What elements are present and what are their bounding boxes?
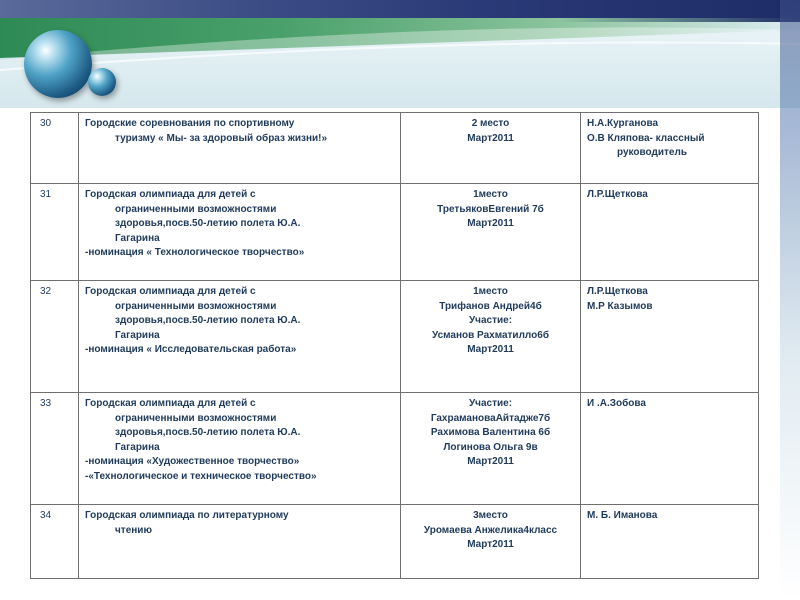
result-line: Рахимова Валентина 6б [430, 427, 551, 438]
nomination-line: -номинация «Художественное творчество» [85, 456, 300, 467]
large-sphere-logo [24, 30, 92, 98]
result-line: Усманов Рахматилло6б [431, 329, 549, 341]
nomination-line: -номинация « Исследовательская работа» [85, 344, 297, 355]
result-line: 1место [473, 286, 508, 297]
leader-name: Л.Р.Щеткова [587, 286, 648, 297]
event-cell [79, 393, 401, 505]
leader-name: М. Б. Иманова [587, 510, 658, 521]
table-row [31, 184, 759, 281]
slide-header-decoration [0, 0, 800, 108]
result-line: Март2011 [467, 218, 514, 229]
table-row [31, 281, 759, 393]
leader-cell [581, 113, 759, 184]
event-cell [79, 113, 401, 184]
small-sphere-logo [88, 68, 116, 96]
event-title-line: ограниченными возможностями [115, 203, 277, 215]
event-title-line: Городская олимпиада для детей с [85, 398, 256, 409]
event-title-line: Гагарина [115, 329, 160, 341]
leader-name: О.В Кляпова- классный [587, 132, 705, 144]
row-number-cell: 32 [31, 281, 79, 393]
result-line: Трифанов Андрей4б [439, 300, 542, 312]
result-line: Уромаева Анжелика4класс [423, 524, 558, 536]
header-curve [0, 0, 800, 108]
right-edge-decoration [780, 0, 800, 600]
leader-name: Л.Р.Щеткова [587, 189, 648, 200]
result-line: Март2011 [467, 132, 514, 144]
event-title-line: здоровья,посв.50-летию полета Ю.А. [115, 427, 301, 438]
nomination-line: -номинация « Технологическое творчество» [85, 247, 305, 258]
event-title-line: Городская олимпиада для детей с [85, 189, 256, 200]
result-cell [401, 113, 581, 184]
event-title-line: ограниченными возможностями [115, 300, 277, 312]
result-line: Март2011 [467, 539, 514, 550]
event-title-line: здоровья,посв.50-летию полета Ю.А. [115, 218, 301, 229]
result-line: Март2011 [467, 456, 514, 467]
leader-cell [581, 505, 759, 579]
result-line: 2 место [471, 118, 510, 129]
result-line: ТретьяковЕвгений 7б [437, 203, 544, 215]
result-line: Логинова Ольга 9в [443, 441, 538, 453]
leader-cell [581, 393, 759, 505]
event-title-line: Гагарина [115, 441, 160, 453]
result-cell [401, 281, 581, 393]
leader-role: руководитель [617, 147, 687, 158]
result-line: Участие: [468, 398, 513, 409]
leader-name: М.Р Казымов [587, 300, 653, 312]
event-title-line: Городские соревнования по спортивному [85, 118, 295, 129]
result-cell [401, 184, 581, 281]
table-row [31, 113, 759, 184]
result-line: 3место [473, 510, 508, 521]
result-line: Март2011 [467, 344, 514, 355]
event-title-line: Городская олимпиада для детей с [85, 286, 256, 297]
row-number-cell: 30 [31, 113, 79, 184]
result-cell [401, 393, 581, 505]
row-number-cell: 34 [31, 505, 79, 579]
leader-name: И .А.Зобова [587, 398, 646, 409]
event-cell [79, 184, 401, 281]
event-title-line: ограниченными возможностями [115, 412, 277, 424]
event-title-line: туризму « Мы- за здоровый образ жизни!» [115, 132, 328, 144]
result-line: Участие: [468, 315, 513, 326]
row-number-cell: 31 [31, 184, 79, 281]
result-cell [401, 505, 581, 579]
result-line: ГахрамановаАйтадже7б [430, 412, 551, 424]
leader-cell [581, 281, 759, 393]
leader-name: Н.А.Курганова [587, 118, 659, 129]
nomination-line: -«Технологическое и техническое творчество» [85, 470, 317, 482]
competition-results-table [30, 112, 759, 579]
event-title-line: здоровья,посв.50-летию полета Ю.А. [115, 315, 301, 326]
table-row [31, 393, 759, 505]
leader-cell [581, 184, 759, 281]
table-row [31, 505, 759, 579]
event-title-line: Гагарина [115, 232, 160, 244]
event-cell [79, 505, 401, 579]
event-title-line: чтению [115, 524, 152, 536]
row-number-cell: 33 [31, 393, 79, 505]
event-cell [79, 281, 401, 393]
result-line: 1место [473, 189, 508, 200]
event-title-line: Городская олимпиада по литературному [85, 510, 289, 521]
